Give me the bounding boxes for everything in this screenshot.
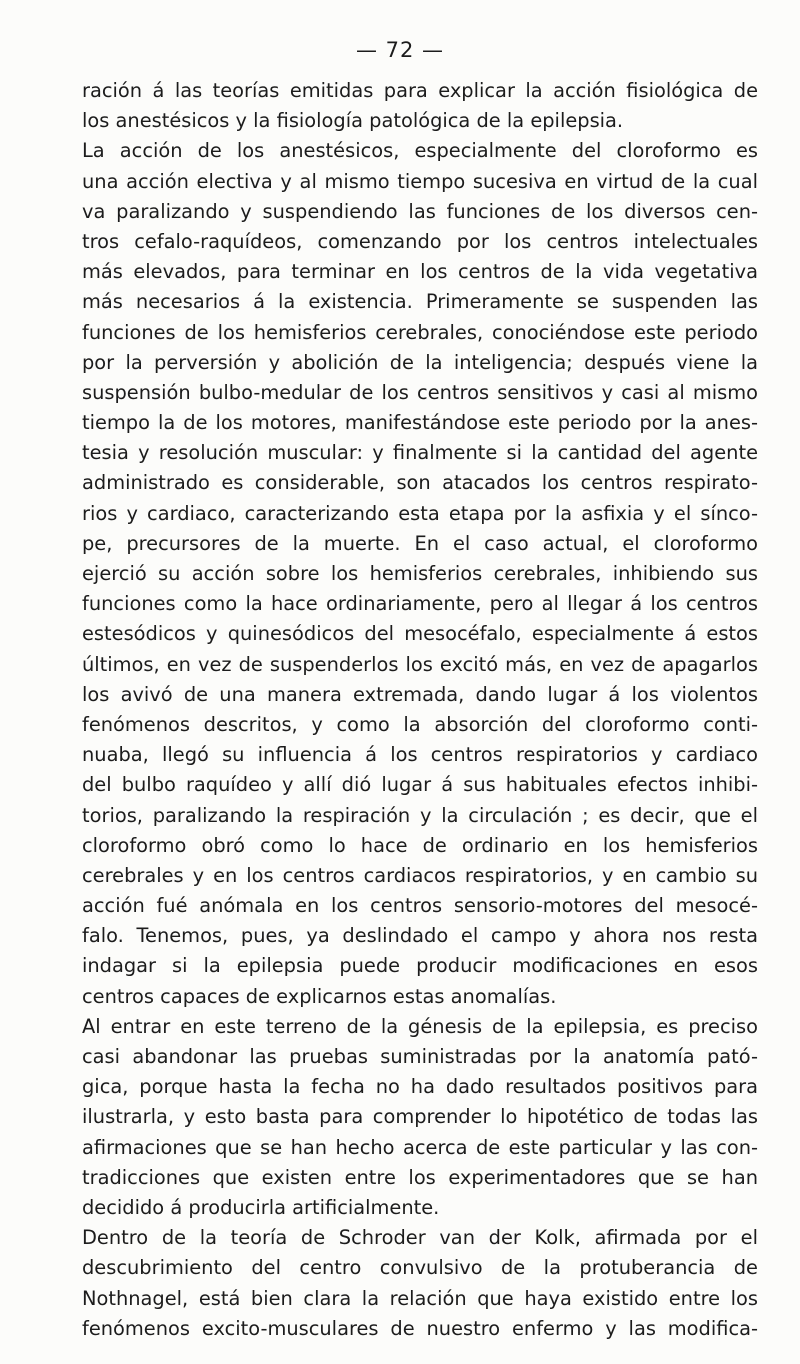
text-line: los avivó de una manera extremada, dando lugar á los violentos (82, 682, 758, 706)
text-line: últimos, en vez de suspenderlos los excitó más, en vez de apagarlos (82, 652, 758, 676)
text-line: La acción de los anestésicos, especialmente del cloroformo es (82, 139, 758, 163)
text-line: acción fué anómala en los centros sensorio-motores del mesocé- (82, 894, 758, 918)
text-line: indagar si la epilepsia puede producir modificaciones en esos (82, 954, 758, 978)
text-line: tradicciones que existen entre los experimentadores que se han (82, 1165, 758, 1189)
text-line: Dentro de la teoría de Schroder van der Kolk, afirmada por el (82, 1226, 758, 1250)
text-line: centros capaces de explicarnos estas anomalías. (82, 984, 557, 1008)
text-line: Al entrar en este terreno de la génesis de la epilepsia, es preciso (82, 1014, 758, 1038)
text-line: fenómenos descritos, y como la absorción del cloroformo conti- (82, 712, 758, 736)
text-line: decidido á producirla artificialmente. (82, 1195, 440, 1219)
text-line: cloroformo obró como lo hace de ordinario en los hemisferios (82, 833, 758, 857)
text-line: nuaba, llegó su influencia á los centros respiratorios y cardiaco (82, 743, 758, 767)
text-line: Nothnagel, está bien clara la relación que haya existido entre los (82, 1286, 758, 1310)
text-line: pe, precursores de la muerte. En el caso actual, el cloroformo (82, 531, 758, 555)
text-line: más necesarios á la existencia. Primeramente se suspenden las (82, 290, 758, 314)
text-line: tesia y resolución muscular: y finalmente si la cantidad del agente (82, 441, 758, 465)
text-line: estesódicos y quinesódicos del mesocéfalo, especialmente á estos (82, 622, 758, 646)
text-line: suspensión bulbo-medular de los centros sensitivos y casi al mismo (82, 380, 758, 404)
text-line: más elevados, para terminar en los centros de la vida vegetativa (82, 260, 758, 284)
text-line: administrado es considerable, son atacados los centros respirato- (82, 471, 758, 495)
text-line: tros cefalo-raquídeos, comenzando por los centros intelectuales (82, 229, 758, 253)
text-line: casi abandonar las pruebas suministradas por la anatomía pató- (82, 1045, 758, 1068)
text-line: del bulbo raquídeo y allí dió lugar á sus habituales efectos inhibi- (82, 773, 758, 797)
text-line: torios, paralizando la respiración y la circulación ; es decir, que el (82, 803, 758, 827)
text-line: por la perversión y abolición de la inteligencia; después viene la (82, 350, 758, 374)
text-line: funciones de los hemisferios cerebrales, conociéndose este periodo (82, 320, 758, 344)
text-line: ración á las teorías emitidas para explicar la acción fisiológica de (82, 79, 758, 102)
text-line: descubrimiento del centro convulsivo de la protuberancia de (82, 1256, 758, 1280)
body-text (82, 76, 758, 1344)
text-line: gica, porque hasta la fecha no ha dado resultados positivos para (82, 1075, 758, 1099)
text-line: funciones como la hace ordinariamente, pero al llegar á los centros (82, 592, 758, 616)
text-line: fenómenos excito-musculares de nuestro enfermo y las modifica- (82, 1316, 758, 1340)
text-line: va paralizando y suspendiendo las funciones de los diversos cen- (82, 199, 758, 223)
text-line: tiempo la de los motores, manifestándose este periodo por la anes- (82, 411, 758, 435)
text-line: cerebrales y en los centros cardiacos respiratorios, y en cambio su (82, 863, 758, 887)
text-line: ejerció su acción sobre los hemisferios cerebrales, inhibiendo sus (82, 562, 758, 585)
text-line: falo. Tenemos, pues, ya deslindado el campo y ahora nos resta (82, 924, 758, 948)
text-line: los anestésicos y la fisiología patológica de la epilepsia. (82, 109, 624, 133)
page-number: — 72 — (355, 38, 445, 62)
text-line: una acción electiva y al mismo tiempo sucesiva en virtud de la cual (82, 169, 758, 193)
text-line: afirmaciones que se han hecho acerca de este particular y las con- (82, 1135, 758, 1159)
text-line: rios y cardiaco, caracterizando esta etapa por la asfixia y el sínco- (82, 501, 758, 525)
text-line: ilustrarla, y esto basta para comprender lo hipotético de todas las (82, 1105, 758, 1129)
